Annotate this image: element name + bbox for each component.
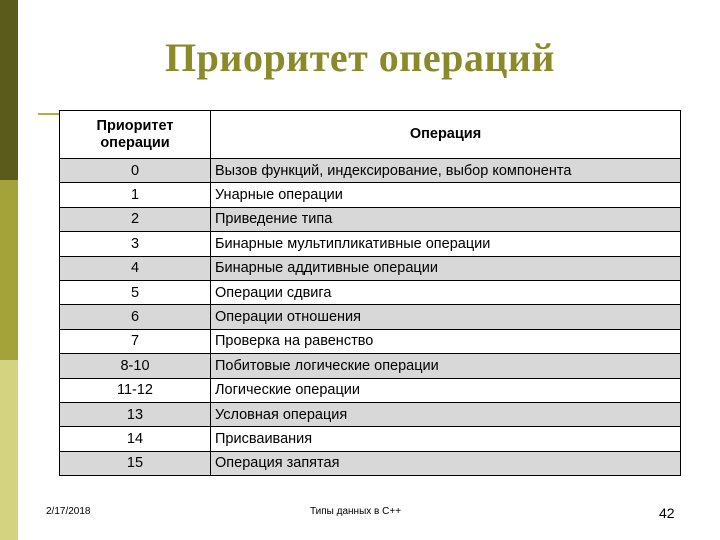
operation-cell: Операции сдвига [211, 280, 681, 304]
priority-cell: 8-10 [60, 354, 211, 378]
table-row [60, 378, 681, 402]
accent-bar-bottom [0, 360, 18, 540]
priority-table [59, 110, 681, 476]
table-row [60, 280, 681, 304]
priority-cell: 7 [60, 329, 211, 353]
priority-cell: 2 [60, 207, 211, 231]
footer-title: Типы данных в С++ [310, 506, 402, 517]
table-row [60, 159, 681, 183]
table-row [60, 207, 681, 231]
page-number: 42 [659, 505, 675, 521]
table-row [60, 256, 681, 280]
table-header-row [60, 111, 681, 159]
operation-cell: Приведение типа [211, 207, 681, 231]
operation-cell: Бинарные аддитивные операции [211, 256, 681, 280]
table-row [60, 183, 681, 207]
slide-title: Приоритет операций [165, 35, 555, 80]
priority-cell: 11-12 [60, 378, 211, 402]
table-row [60, 402, 681, 426]
table-row [60, 329, 681, 353]
operation-cell: Бинарные мультипликативные операции [211, 232, 681, 256]
priority-cell: 14 [60, 427, 211, 451]
accent-bar-middle [0, 180, 18, 360]
table-row [60, 305, 681, 329]
priority-cell: 13 [60, 402, 211, 426]
header-operation: Операция [211, 111, 681, 159]
table-row [60, 427, 681, 451]
table-row [60, 354, 681, 378]
operation-cell: Побитовые логические операции [211, 354, 681, 378]
priority-cell: 3 [60, 232, 211, 256]
operation-cell: Вызов функций, индексирование, выбор компонента [211, 159, 681, 183]
operation-cell: Логические операции [211, 378, 681, 402]
priority-cell: 4 [60, 256, 211, 280]
priority-cell: 6 [60, 305, 211, 329]
table-row [60, 232, 681, 256]
header-priority: Приоритет операции [60, 111, 211, 159]
operation-cell: Операция запятая [211, 451, 681, 475]
priority-cell: 0 [60, 159, 211, 183]
operation-cell: Операции отношения [211, 305, 681, 329]
table-row [60, 451, 681, 475]
operation-cell: Проверка на равенство [211, 329, 681, 353]
operation-cell: Присваивания [211, 427, 681, 451]
priority-cell: 5 [60, 280, 211, 304]
footer-date: 2/17/2018 [46, 506, 91, 517]
operation-cell: Условная операция [211, 402, 681, 426]
priority-cell: 15 [60, 451, 211, 475]
operation-cell: Унарные операции [211, 183, 681, 207]
priority-cell: 1 [60, 183, 211, 207]
accent-bar-top [0, 0, 18, 180]
